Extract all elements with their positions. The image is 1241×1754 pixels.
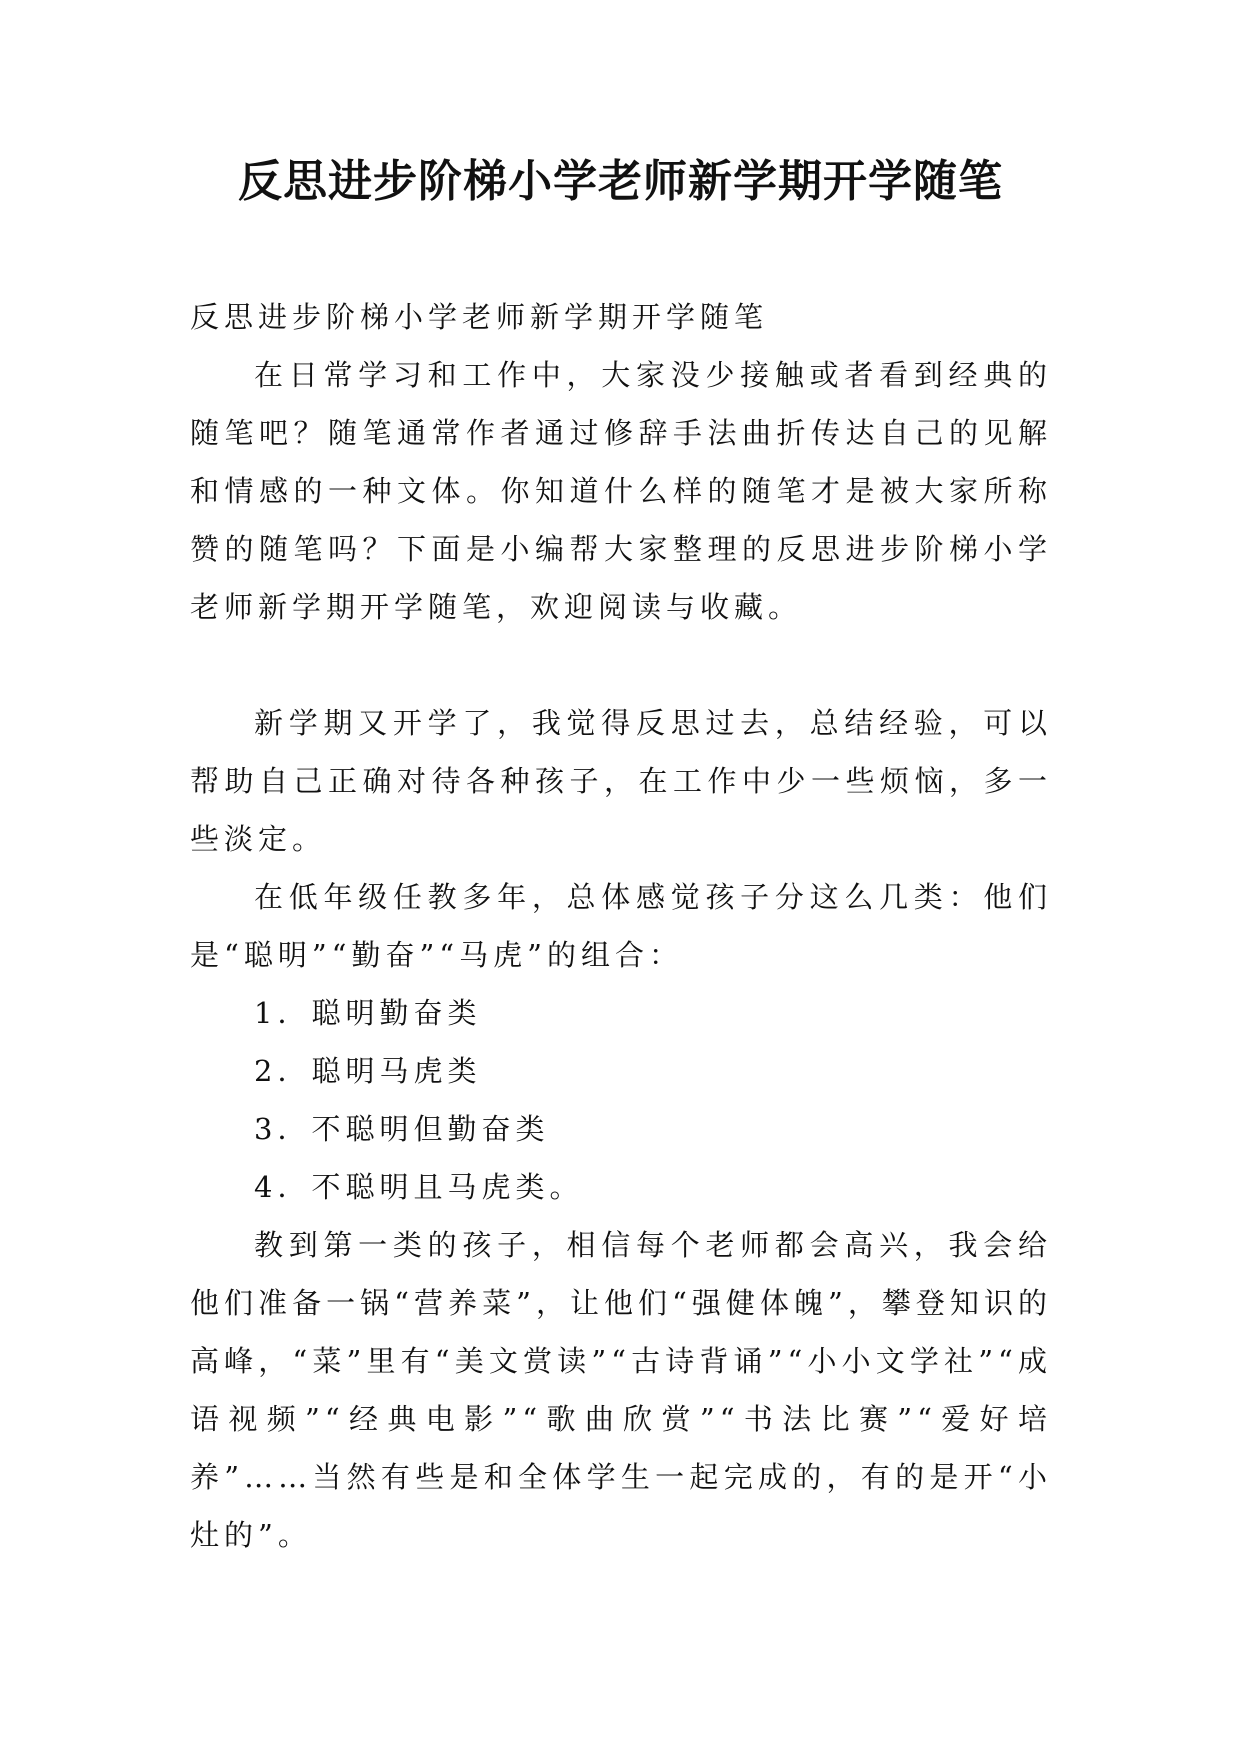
document-subtitle: 反思进步阶梯小学老师新学期开学随笔 (190, 300, 769, 334)
list-item-1: 1．聪明勤奋类 (254, 996, 482, 1030)
document-body (190, 288, 1052, 1564)
document-title: 反思进步阶梯小学老师新学期开学随笔 (238, 156, 1003, 207)
body-paragraph-3: 教到第一类的孩子，相信每个老师都会高兴，我会给他们准备一锅“营养菜”，让他们“强健体魄”，攀登知识的高峰，“菜”里有“美文赏读”“古诗背诵”“小小文学社”“成语视频”“经典电影”“歌曲欣赏”“书法比赛”“爱好培养”……当然有些是和全体学生一起完成的，有的是开“小灶的”。 (190, 1228, 1052, 1552)
intro-paragraph: 在日常学习和工作中，大家没少接触或者看到经典的随笔吧？随笔通常作者通过修辞手法曲折传达自己的见解和情感的一种文体。你知道什么样的随笔才是被大家所称赞的随笔吗？下面是小编帮大家整理的反思进步阶梯小学老师新学期开学随笔，欢迎阅读与收藏。 (190, 358, 1052, 624)
body-paragraph-1: 新学期又开学了，我觉得反思过去，总结经验，可以帮助自己正确对待各种孩子，在工作中少一些烦恼，多一些淡定。 (190, 706, 1052, 856)
paragraph-spacer (190, 636, 1052, 694)
list-item-3: 3．不聪明但勤奋类 (254, 1112, 550, 1146)
list-item-2: 2．聪明马虎类 (254, 1054, 482, 1088)
body-paragraph-2: 在低年级任教多年，总体感觉孩子分这么几类：他们是“聪明”“勤奋”“马虎”的组合： (190, 880, 1052, 972)
list-item-4: 4．不聪明且马虎类。 (254, 1170, 584, 1204)
